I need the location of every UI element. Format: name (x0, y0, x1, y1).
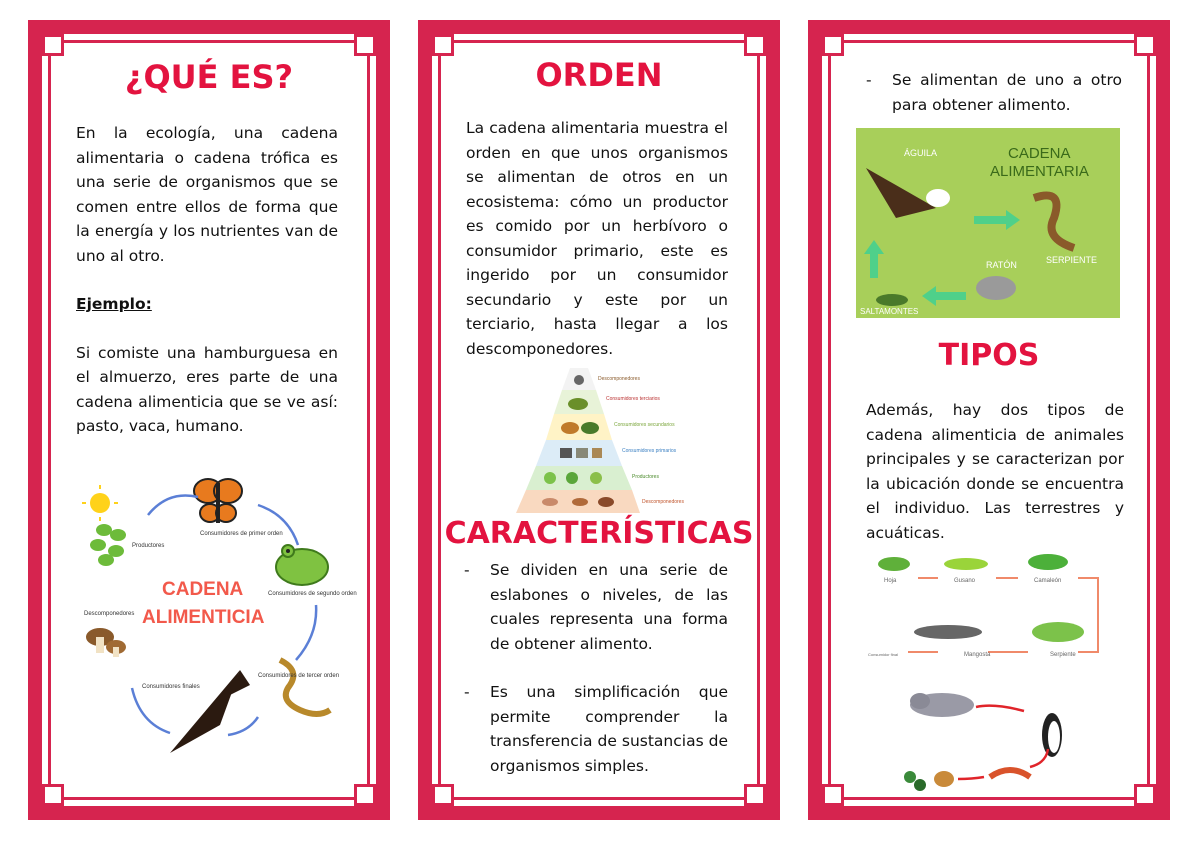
cadena-alimentaria-figure (856, 128, 1120, 318)
chain-label: Camaleón (1034, 578, 1062, 584)
example-label: Ejemplo: (76, 295, 152, 313)
intro-text: En la ecología, una cadena alimentaria o cadena trófica es una serie de organismos que se comen entre ellos de forma que la energía y los nutrientes van de uno al otro. (76, 124, 338, 265)
label-segundo-orden: Consumidores de segundo orden (268, 591, 357, 597)
seal-icon (910, 693, 974, 717)
chain-label: Serpiente (1050, 652, 1076, 658)
label-primer-orden: Consumidores de primer orden (200, 531, 283, 537)
frame-corner (1134, 34, 1156, 56)
label-aguila: ÁGUILA (904, 148, 938, 158)
mushroom-icon (86, 628, 126, 657)
aquatic-chain-figure (904, 675, 1074, 800)
trophic-pyramid-figure (510, 368, 700, 513)
pyramid-label: Consumidores terciarios (606, 396, 660, 402)
section-title-tipos: TIPOS (938, 338, 1040, 373)
label-finales: Consumidores finales (142, 684, 200, 690)
sun-icon (90, 493, 110, 513)
pyramid-label: Descomponedores (598, 376, 640, 382)
panel-tipos (808, 20, 1170, 820)
frame-corner (822, 34, 844, 56)
pyramid-label: Productores (632, 474, 659, 480)
section-title-caracteristicas: CARACTERÍSTICAS (444, 516, 754, 551)
frog-icon (276, 545, 328, 585)
list-item: - Es una simplificación que permite comprender la transferencia de sustancias de organismos simples. (464, 680, 728, 778)
figure-title-alimenticia: ALIMENTICIA (142, 607, 265, 628)
intro-paragraph (76, 121, 338, 439)
algae-icon (904, 771, 954, 791)
penguin-icon (1042, 713, 1062, 757)
frame-corner (744, 34, 766, 56)
example-text: Si comiste una hamburguesa en el almuerzo, eres parte de una cadena alimenticia que se ve así: pasto, vaca, humano. (76, 343, 338, 435)
chain-label: Gusano (954, 578, 976, 584)
section-title-que-es: ¿QUÉ ES? (124, 58, 294, 96)
label-serpiente: SERPIENTE (1046, 255, 1098, 265)
mouse-icon (976, 276, 1016, 300)
label-productores: Productores (132, 543, 165, 549)
frame-corner (822, 784, 844, 806)
snake-icon (280, 660, 330, 714)
grasshopper-icon (876, 294, 908, 306)
pyramid-label: Descomponedores (642, 499, 684, 505)
frame-corner (744, 784, 766, 806)
panel-que-es (28, 20, 390, 820)
terrestrial-chain-figure (868, 548, 1108, 663)
caracteristicas-list (464, 558, 728, 778)
butterfly-icon (194, 479, 242, 523)
label-descomponedores: Descomponedores (84, 611, 135, 617)
frame-corner (354, 784, 376, 806)
orden-paragraph: La cadena alimentaria muestra el orden en que unos organismos se alimentan de otros en un ecosistema: cómo un productor es comido por un herbívoro o consumidor primario, este es ingerido por un consumidor secundario y este por un terciario, hasta llegar a los descomponedores. (466, 119, 728, 358)
pyramid-label: Consumidores primarios (622, 448, 677, 454)
shrimp-icon (990, 770, 1030, 777)
frame-corner (432, 784, 454, 806)
chain-label: Mangosta (964, 652, 991, 658)
label-tercer-orden: Consumidores de tercer orden (258, 673, 340, 679)
frame-corner (354, 34, 376, 56)
bullet-text: Es una simplificación que permite comprender la transferencia de sustancias de organismos simples. (490, 683, 728, 775)
frame-corner (432, 34, 454, 56)
tipos-paragraph: Además, hay dos tipos de cadena alimenticia de animales principales y se caracterizan por la ubicación donde se encuentra el individuo. Las terrestres y acuáticas. (866, 401, 1124, 542)
pyramid-label: Consumidores secundarios (614, 422, 675, 428)
chain-label: Consumidor final (868, 652, 899, 657)
chain-animals (878, 554, 1084, 642)
frame-corner (42, 34, 64, 56)
label-raton: RATÓN (986, 260, 1017, 270)
list-item: - Se alimentan de uno a otro para obtener alimento. (866, 68, 1122, 117)
bullet-text: Se alimentan de uno a otro para obtener alimento. (892, 71, 1122, 114)
frame-corner (1134, 784, 1156, 806)
figure-title-cadena: CADENA (1008, 145, 1071, 162)
figure-title-cadena: CADENA (162, 579, 244, 600)
frame-corner (42, 784, 64, 806)
chain-label: Hoja (884, 578, 897, 584)
eagle-icon (170, 670, 250, 753)
bullet-text: Se dividen en una serie de eslabones o niveles, de las cuales representa una forma de obtener alimento. (490, 561, 728, 653)
plant-icon (90, 524, 126, 566)
panel-orden (418, 20, 780, 820)
food-chain-cycle-figure (80, 455, 357, 755)
label-saltamontes: SALTAMONTES (860, 307, 919, 316)
list-item: - Se dividen en una serie de eslabones o niveles, de las cuales representa una forma de obtener alimento. (464, 558, 728, 656)
section-title-orden: ORDEN (535, 56, 663, 94)
tipos-intro-list (866, 68, 1122, 117)
figure-title-alimentaria: ALIMENTARIA (990, 163, 1089, 180)
